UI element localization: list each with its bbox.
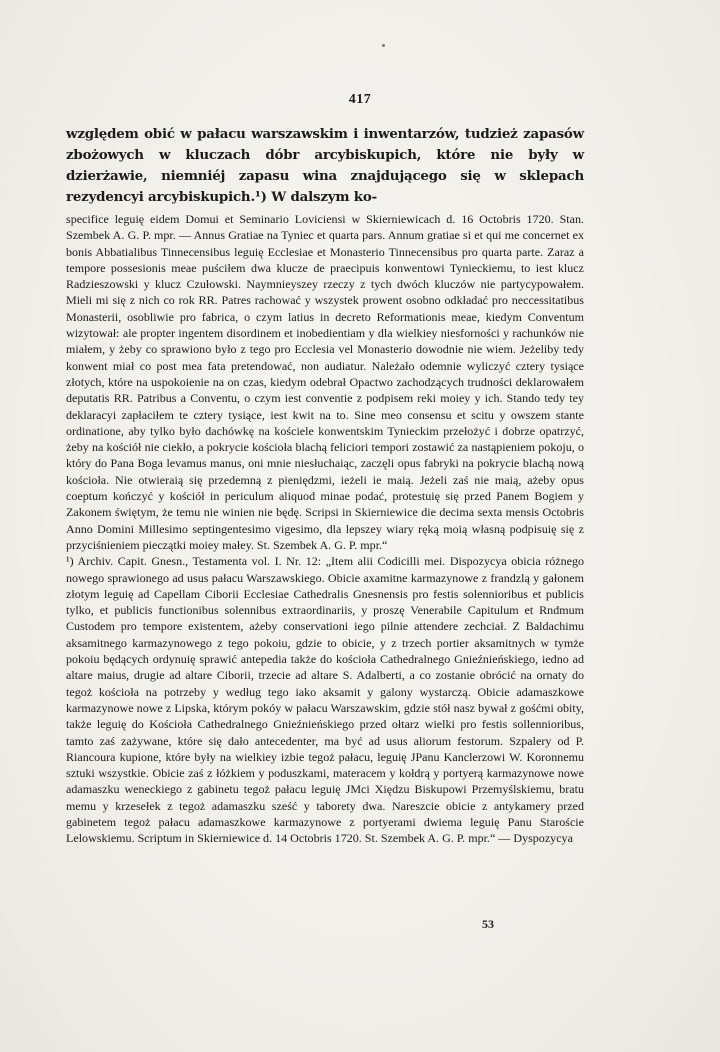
footnote-1: ¹) Archiv. Capit. Gnesn., Testamenta vol. I. Nr. 12: „Item alii Codicilli mei. Dispozycya obicia różnego nowego sprawionego ad usus pałacu Warszawskiego. Obicie axamitne karmazynowe z frandzlą y gałonem złotym leguię ad Capellam Ciborii Ecclesiae Cathedralis Gnesnensis pro festis solennioribus et publicis tylko, et publicis functionibus solennibus extraordinariis, y proszę Venerabile Capitulum et Rndmum Custodem pro tempore existentem, ażeby conservationi iego pilnie attendere zechciał. Z Baldachimu aksamitnego karmazynowego z tego pokoiu, gdzie to obicie, y z trzech portier aksamitnych w tymże pokoiu będących ordynuię sprawić antepedia także do kościoła Cathedralnego Gnieźnieńskiego, iedno ad altare maius, drugie ad altare Ciborii, trzecie ad altare S. Adalberti, a co zostanie obrócić na ornaty do tegoż kościoła na potrzeby y według tego iako aksamit y galony wystarczą. Obicie adamaszkowe karmazynowe nowe z Lipska, którym pokóy w pałacu Warszawskim, gdzie stół nasz bywał z gośćmi obity, także leguię do Kościoła Cathedralnego Gnieźnieńskiego przed ołtarz wielki pro festis sollennioribus, tamto zaś zażywane, które się dało antecedenter, ma być ad usus aliorum festorum. Szpalery od P. Riancoura kupione, które były na wielkiey izbie tegoż pałacu, leguię JPanu Kanclerzowi W. Koronnemu sztuki wszystkie. Obicie zaś z łóżkiem y poduszkami, materacem y kołdrą y portyerą karmazynowe nowe adamaszku weneckiego z gabinetu tegoż pałacu leguię JMci Xiędzu Biskupowi Przemyślskiemu, bratu memu y krzesełek z tegoż adamaszku sześć y taborety dwa. Nareszcie obicie z antykamery przed gabinetem tegoż pałacu adamaszkowe karmazynowe z portyerami dwiema leguię Panu Staroście Lelowskiemu. Scriptum in Skierniewice d. 14 Octobris 1720. St. Szembek A. G. P. mpr.“ — Dyspozycya (66, 554, 584, 846)
main-text-paragraph: względem obić w pałacu warszawskim i inwentarzów, tudzież zapasów zbożowych w kluczach dóbr arcybiskupich, które nie były w dzierżawie, niemniéj zapasu wina znajdującego się w sklepach rezydencyi arcybiskupich.¹) W dalszym ko- (66, 126, 584, 205)
page-number: 417 (348, 92, 372, 107)
paper-speck (382, 44, 385, 47)
sheet-signature-number: 53 (482, 917, 494, 931)
footnotes-block (66, 211, 584, 847)
footnote-continuation: specifice leguię eidem Domui et Seminario Loviciensi w Skierniewicach d. 16 Octobris 1720. Stan. Szembek A. G. P. mpr. — Annus Gratiae na Tyniec et quarta pars. Annum gratiae si et qui me concernet ex bonis Abbatialibus Tinnecensibus leguię Ecclesiae et Monasterio Tinnecensibus pro quarta parte. Zaraz a tempore possesionis meae puściłem dwa klucze de praecipuis konwentowi Tynieckiemu, to iest klucz Radzieszowski y klucz Czułowski. Naymnieyszey rzeczy z tych dwóch kluczów nie partycypowałem. Mieli mi się z nich co rok RR. Patres rachować y wszystek prowent osobno odkładać pro neccessitatibus Monasterii, osobliwie pro fabrica, o czym latius in decreto Reformationis meae, kiedym Conventum wizytował: ale propter ingentem disordinem et inobedientiam y dla wielkiey niesforności y rachunków nie miałem, y żeby co sprawiono było z tego pro Ecclesia vel Monasterio dowodnie nie wiem. Jeżeliby tedy konwent miał co post mea fata pretendować, non audiatur. Należało odemnie wyliczyć cztery tysiące złotych, które na uspokoienie na on czas, kiedym odebrał Opactwo zachodzących trudności deklarowałem deputatis RR. Patribus a Conventu, o czym iest conventie z podpisem reki moiey y ich. Stando tedy tey deklaracyi zapłaciłem te cztery tysiące, iest kwit na to. Sine meo consensu et scitu y owszem stante ordinatione, aby tylko było dachówkę na kościele konwentskim Tynieckim przełożyć i dobrze opatrzyć, żeby na kościół nie ciekło, a pokrycie kościoła blachą feliciori tempori zostawić za nastąpieniem pokoju, o który do Pana Boga levamus manus, oni mnie niesłuchaiąc, zaczęli opus fabryki na pokrycie blachą nową kościoła. Nie otwieraią się przedemną z pieniędzmi, ieżeli ie maią. Jeżeli zaś nie maią, ażeby opus coeptum kończyć y kościół in periculum aliquod minae podać, protestuię się przed Panem Bogiem y Zakonem świętym, że temu nie winien nie będę. Scripsi in Skierniewice die decima sexta mensis Octobris Anno Domini Millesimo septingentesimo vigesimo, dla lepszey wiary ręką moią własną podpisuię się z przyciśnieniem pieczątki moiey małey. St. Szembek A. G. P. mpr.“ (66, 212, 584, 552)
